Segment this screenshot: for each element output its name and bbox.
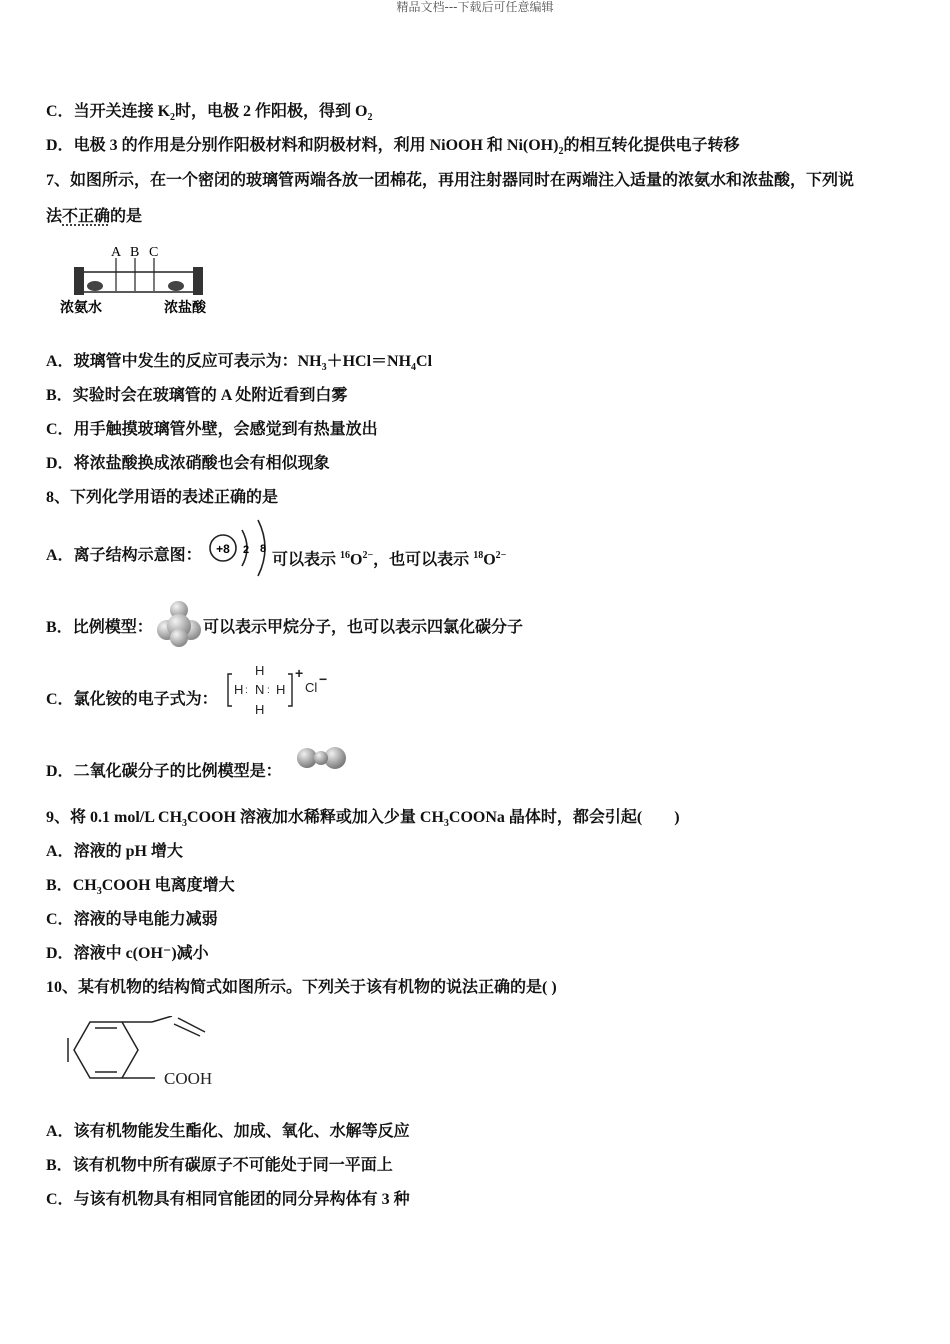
stem-text: COONa 晶体时，都会引起( ) <box>448 809 680 826</box>
tube-label-a: A <box>111 245 122 260</box>
electron-formula-h-top: H <box>255 663 265 678</box>
option-letter: B． <box>46 1157 73 1174</box>
tube-label-c: C <box>149 245 159 260</box>
option-letter: C． <box>46 103 74 120</box>
electron-pair-dots: : <box>245 685 248 696</box>
option-text: 当开关连接 K <box>73 103 171 120</box>
q8-option-c <box>46 690 218 710</box>
option-text: 用手触摸玻璃管外壁，会感觉到有热量放出 <box>73 421 378 438</box>
option-letter: B． <box>46 877 73 894</box>
option-text: O <box>350 551 363 569</box>
option-letter: D． <box>46 945 74 962</box>
option-text: 将浓盐酸换成浓硝酸也会有相似现象 <box>73 455 330 472</box>
superscript: 2− <box>362 550 374 561</box>
electron-formula-h-right: H <box>276 682 286 697</box>
option-letter: C． <box>46 911 74 928</box>
option-letter: D． <box>46 137 74 154</box>
q9-option-b <box>46 876 235 902</box>
q8-option-b <box>46 618 153 638</box>
q8-option-a-tail <box>272 546 506 570</box>
option-text: 时，电极 2 作阳极，得到 O <box>175 103 368 120</box>
option-letter: C． <box>46 1191 74 1208</box>
electron-pair-dots: : <box>267 685 270 696</box>
q7-stem-line2 <box>46 207 142 227</box>
carboxyl-group-label: COOH <box>164 1069 213 1088</box>
option-text: Cl <box>416 353 433 370</box>
q10-structure-figure <box>60 1016 250 1092</box>
q10-option-b <box>46 1156 393 1176</box>
q7-option-b <box>46 386 347 406</box>
option-text: 溶液的 pH 增大 <box>73 843 183 860</box>
q9-option-a <box>46 842 183 862</box>
q6-option-d <box>46 136 739 162</box>
electron-formula-h-bottom: H <box>255 702 265 717</box>
option-text: CH <box>72 877 97 894</box>
q10-option-c <box>46 1190 410 1210</box>
co2-space-filling-model <box>296 744 350 772</box>
option-text: 比例模型： <box>72 619 153 636</box>
option-letter: D． <box>46 455 74 472</box>
subscript: 2 <box>558 146 564 158</box>
option-letter: A． <box>46 547 74 564</box>
electron-formula-cl: Cl <box>305 680 318 695</box>
option-letter: D． <box>46 763 74 780</box>
subscript: 3 <box>96 886 102 898</box>
page-header: 精品文档---下载后可任意编辑 <box>396 0 554 14</box>
stem-text: 9、将 0.1 mol/L CH <box>46 809 183 826</box>
q7-option-a <box>46 352 432 378</box>
q10-option-a <box>46 1122 410 1142</box>
q8-stem: 8、下列化学用语的表述正确的是 <box>46 489 279 506</box>
electron-formula-h-left: H <box>234 682 244 697</box>
anion-charge: − <box>319 671 328 687</box>
option-text: 氯化铵的电子式为： <box>73 691 218 708</box>
q9-option-c <box>46 910 218 930</box>
option-letter: C． <box>46 691 74 708</box>
q9-stem <box>46 808 680 834</box>
q10-stem: 10、某有机物的结构简式如图所示。下列关于该有机物的说法正确的是( ) <box>46 979 557 996</box>
option-letter: A． <box>46 353 74 370</box>
option-text: 电极 3 的作用是分别作阳极材料和阴极材料，利用 NiOOH 和 Ni(OH) <box>73 137 559 154</box>
option-text: 二氧化碳分子的比例模型是： <box>73 763 282 780</box>
ammonium-chloride-electron-formula <box>222 662 334 718</box>
option-letter: A． <box>46 1123 74 1140</box>
q7-option-c <box>46 420 378 440</box>
right-reagent-label: 浓盐酸 <box>164 300 206 316</box>
tube-label-b: B <box>130 245 140 260</box>
q9-option-d <box>46 944 209 964</box>
option-letter: B． <box>46 619 73 636</box>
q7-option-d <box>46 454 330 474</box>
subscript: 3 <box>182 818 188 830</box>
electron-formula-n: N <box>255 682 265 697</box>
option-letter: C． <box>46 421 74 438</box>
option-text: 溶液中 c(OH⁻)减小 <box>73 945 209 962</box>
subscript: 2 <box>170 112 176 124</box>
option-text: 与该有机物具有相同官能团的同分异构体有 3 种 <box>73 1191 410 1208</box>
stem-text: 的是 <box>110 208 143 225</box>
emphasis-text: 不正确 <box>62 208 111 225</box>
option-text: 离子结构示意图： <box>73 547 202 564</box>
shell2-electrons: 8 <box>260 543 267 555</box>
option-letter: B． <box>46 387 73 404</box>
option-text: ，也可以表示 <box>373 551 474 569</box>
cation-charge: + <box>295 665 304 681</box>
option-text: 的相互转化提供电子转移 <box>563 137 740 154</box>
option-text: 溶液的导电能力减弱 <box>73 911 218 928</box>
space-filling-model-methane <box>156 600 202 648</box>
superscript: 18 <box>473 550 484 561</box>
superscript: 2− <box>495 550 507 561</box>
q7-stem-line1: 7、如图所示，在一个密闭的玻璃管两端各放一团棉花，再用注射器同时在两端注入适量的浓氨水和浓盐酸，下列说 <box>46 172 855 189</box>
ion-structure-diagram <box>206 516 272 580</box>
option-text: O <box>483 551 496 569</box>
option-letter: A． <box>46 843 74 860</box>
subscript: 2 <box>367 112 373 124</box>
superscript: 16 <box>340 550 351 561</box>
q8-option-a <box>46 546 202 566</box>
option-text: 该有机物能发生酯化、加成、氧化、水解等反应 <box>73 1123 410 1140</box>
option-text: 该有机物中所有碳原子不可能处于同一平面上 <box>72 1157 393 1174</box>
stem-text: COOH 溶液加水稀释或加入少量 CH <box>187 809 444 826</box>
subscript: 3 <box>321 362 327 374</box>
option-text: ＋HCl＝NH <box>326 353 412 370</box>
q8-option-b-tail: 可以表示甲烷分子，也可以表示四氯化碳分子 <box>203 619 524 636</box>
q8-option-d <box>46 762 282 782</box>
left-reagent-label: 浓氨水 <box>60 300 102 316</box>
subscript: 4 <box>411 362 417 374</box>
q7-glass-tube-figure <box>58 238 228 320</box>
subscript: 3 <box>443 818 449 830</box>
shell1-electrons: 2 <box>243 544 250 556</box>
stem-text: 法 <box>46 208 63 225</box>
option-text: 玻璃管中发生的反应可表示为：NH <box>73 353 322 370</box>
q6-option-c <box>46 102 372 128</box>
option-text: 实验时会在玻璃管的 A 处附近看到白雾 <box>72 387 348 404</box>
option-text: COOH 电离度增大 <box>101 877 235 894</box>
nucleus-charge: +8 <box>216 542 230 556</box>
option-text: 可以表示 <box>272 551 341 569</box>
